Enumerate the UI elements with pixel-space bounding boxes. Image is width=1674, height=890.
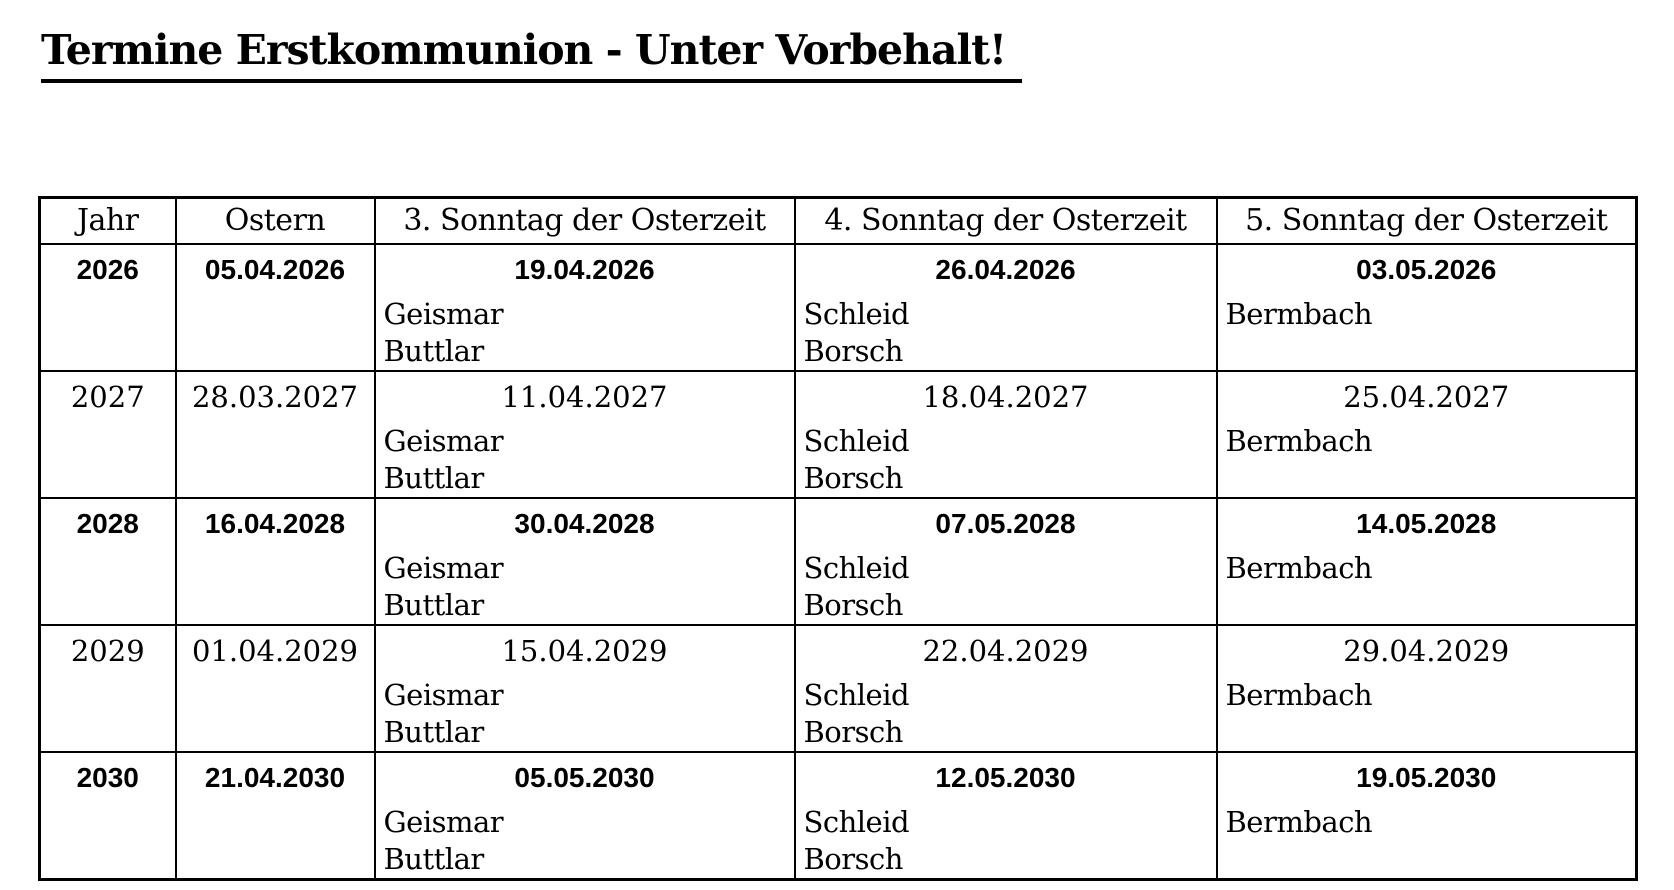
sunday5-cell: [1217, 371, 1637, 498]
sunday3-cell: [375, 498, 795, 625]
sunday4-cell: [795, 625, 1217, 752]
communion-date: 26.04.2026: [935, 253, 1076, 285]
easter-date-cell: [176, 371, 375, 498]
header-cell-ostern: Ostern: [176, 198, 375, 244]
place-name: Buttlar: [383, 841, 484, 876]
place-name: Schleid: [803, 804, 910, 839]
sunday5-cell: [1217, 498, 1637, 625]
communion-date: 03.05.2026: [1356, 253, 1497, 285]
easter-date: 01.04.2029: [191, 633, 359, 668]
sunday3-cell: [375, 752, 795, 880]
sunday3-cell: [375, 371, 795, 498]
place-name: Borsch: [803, 460, 903, 495]
year-value: 2028: [76, 507, 139, 539]
easter-date: 16.04.2028: [204, 507, 346, 539]
table-row-2027: [40, 371, 1637, 498]
year-cell: [40, 498, 176, 625]
communion-dates-table: [38, 196, 1638, 881]
table-row-2026: [40, 244, 1637, 371]
place-name: Borsch: [803, 333, 903, 368]
table-row-2028: [40, 498, 1637, 625]
header-cell-sonntag4: 4. Sonntag der Osterzeit: [795, 198, 1217, 244]
communion-date: 11.04.2027: [501, 379, 668, 414]
communion-date: 25.04.2027: [1343, 379, 1510, 414]
communion-date: 22.04.2029: [922, 633, 1089, 668]
communion-date: 18.04.2027: [922, 379, 1089, 414]
year-value: 2029: [70, 633, 145, 668]
year-value: 2027: [70, 379, 145, 414]
place-name: Geismar: [383, 550, 504, 585]
header-cell-jahr: Jahr: [40, 198, 176, 244]
page-title: [41, 26, 1022, 74]
place-name: Bermbach: [1225, 296, 1373, 331]
place-name: Schleid: [803, 296, 910, 331]
sunday4-cell: [795, 244, 1217, 371]
sunday4-cell: [795, 498, 1217, 625]
sunday4-cell: [795, 752, 1217, 880]
year-value: 2026: [76, 253, 139, 285]
year-cell: [40, 752, 176, 880]
header-cell-sonntag5: 5. Sonntag der Osterzeit: [1217, 198, 1637, 244]
place-name: Schleid: [803, 677, 910, 712]
easter-date-cell: [176, 244, 375, 371]
place-name: Bermbach: [1225, 804, 1373, 839]
sunday3-cell: [375, 244, 795, 371]
place-name: Borsch: [803, 841, 903, 876]
place-name: Buttlar: [383, 460, 484, 495]
communion-date: 19.05.2030: [1356, 761, 1497, 793]
place-name: Bermbach: [1225, 677, 1373, 712]
place-name: Buttlar: [383, 714, 484, 749]
easter-date-cell: [176, 498, 375, 625]
page-title-text: Termine Erstkommunion - Unter Vorbehalt!: [41, 26, 1022, 83]
table-header: [40, 198, 1637, 244]
place-name: Bermbach: [1225, 550, 1373, 585]
place-name: Buttlar: [383, 587, 484, 622]
easter-date-cell: [176, 752, 375, 880]
easter-date: 28.03.2027: [191, 379, 359, 414]
place-name: Bermbach: [1225, 423, 1373, 458]
table-row-2029: [40, 625, 1637, 752]
year-cell: [40, 244, 176, 371]
place-name: Geismar: [383, 423, 504, 458]
place-name: Geismar: [383, 296, 504, 331]
sunday5-cell: [1217, 625, 1637, 752]
communion-date: 15.04.2029: [501, 633, 668, 668]
sunday3-cell: [375, 625, 795, 752]
year-value: 2030: [76, 761, 139, 793]
communion-date: 12.05.2030: [935, 761, 1076, 793]
year-cell: [40, 625, 176, 752]
table-row-2030: [40, 752, 1637, 880]
easter-date: 05.04.2026: [204, 253, 346, 285]
place-name: Geismar: [383, 804, 504, 839]
sunday4-cell: [795, 371, 1217, 498]
header-cell-sonntag3: 3. Sonntag der Osterzeit: [375, 198, 795, 244]
easter-date-cell: [176, 625, 375, 752]
place-name: Schleid: [803, 550, 910, 585]
communion-date: 14.05.2028: [1356, 507, 1497, 539]
communion-date: 29.04.2029: [1343, 633, 1510, 668]
easter-date: 21.04.2030: [204, 761, 346, 793]
communion-date: 05.05.2030: [514, 761, 655, 793]
communion-date: 30.04.2028: [514, 507, 655, 539]
year-cell: [40, 371, 176, 498]
table-body: [40, 244, 1637, 880]
communion-date: 07.05.2028: [935, 507, 1076, 539]
sunday5-cell: [1217, 752, 1637, 880]
communion-date: 19.04.2026: [514, 253, 655, 285]
place-name: Schleid: [803, 423, 910, 458]
place-name: Geismar: [383, 677, 504, 712]
place-name: Buttlar: [383, 333, 484, 368]
place-name: Borsch: [803, 714, 903, 749]
sunday5-cell: [1217, 244, 1637, 371]
place-name: Borsch: [803, 587, 903, 622]
header-row: [40, 198, 1637, 244]
